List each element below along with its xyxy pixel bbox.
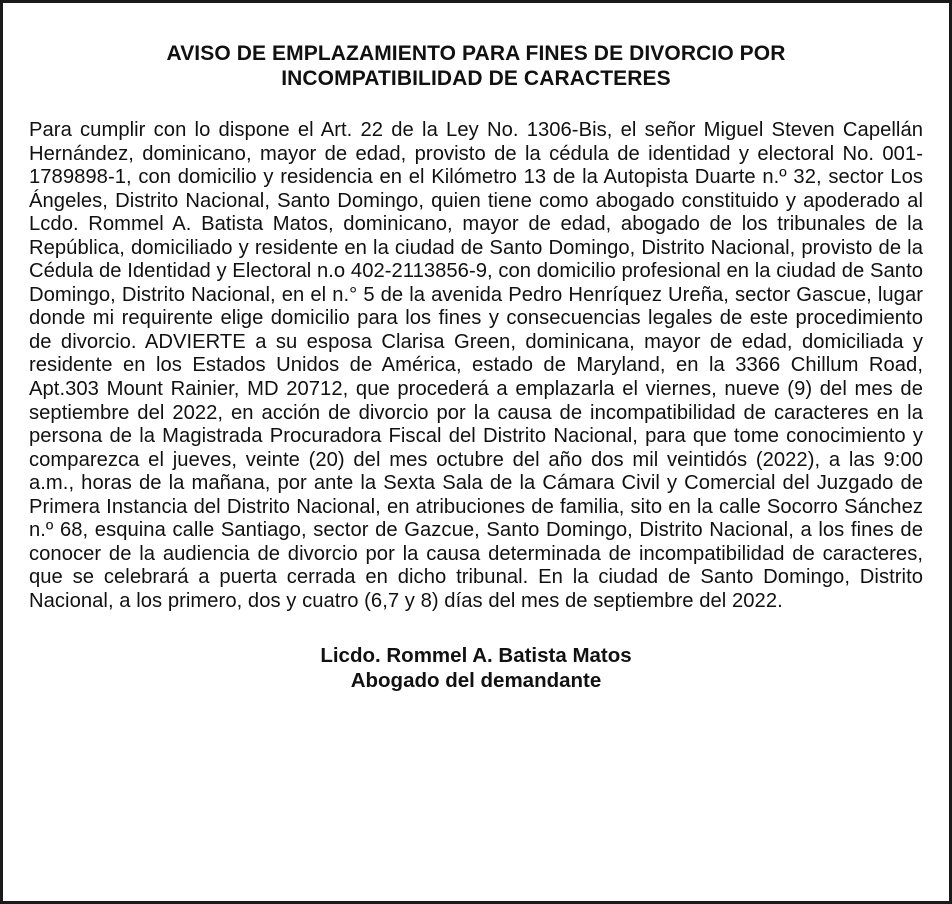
notice-body: Para cumplir con lo dispone el Art. 22 de la Ley No. 1306-Bis, el señor Miguel Steven Capellán Hernández, dominicano, mayor de edad, provisto de la cédula de identidad y electoral No. 001-1789898-1, con domicilio y residencia en el Kilómetro 13 de la Autopista Duarte n.º 32, sector Los Ángeles, Distrito Nacional, Santo Domingo, quien tiene como abogado constituido y apoderado al Lcdo. Rommel A. Batista Matos, dominicano, mayor de edad, abogado de los tribunales de la República, domiciliado y residente en la ciudad de Santo Domingo, Distrito Nacional, provisto de la Cédula de Identidad y Electoral n.o 402-2113856-9, con domicilio profesional en la ciudad de Santo Domingo, Distrito Nacional, en el n.° 5 de la avenida Pedro Henríquez Ureña, sector Gascue, lugar donde mi requirente elige domicilio para los fines y consecuencias legales de este procedimiento de divorcio. ADVIERTE a su esposa Clarisa Green, dominicana, mayor de edad, domiciliada y residente en los Estados Unidos de América, estado de Maryland, en la 3366 Chillum Road, Apt.303 Mount Rainier, MD 20712, que procederá a emplazarla el viernes, nueve (9) del mes de septiembre del 2022, en acción de divorcio por la causa de incompatibilidad de caracteres en la persona de la Magistrada Procuradora Fiscal del Distrito Nacional, para que tome conocimiento y comparezca el jueves, veinte (20) del mes octubre del año dos mil veintidós (2022), a las 9:00 a.m., horas de la mañana, por ante la Sexta Sala de la Cámara Civil y Comercial del Juzgado de Primera Instancia del Distrito Nacional, en atribuciones de familia, sito en la calle Socorro Sánchez n.º 68, esquina calle Santiago, sector de Gazcue, Santo Domingo, Distrito Nacional, a los fines de conocer de la audiencia de divorcio por la causa determinada de incompatibilidad de caracteres, que se celebrará a puerta cerrada en dicho tribunal. En la ciudad de Santo Domingo, Distrito Nacional, a los primero, dos y cuatro (6,7 y 8) días del mes de septiembre del 2022.	[29, 119, 923, 612]
signature-role: Abogado del demandante	[350, 669, 602, 693]
notice-title-line-1: AVISO DE EMPLAZAMIENTO PARA FINES DE DIVORCIO POR	[166, 42, 786, 65]
signature-block	[29, 643, 923, 693]
signature-name: Licdo. Rommel A. Batista Matos	[320, 644, 632, 668]
notice-title	[29, 41, 923, 91]
notice-title-line-2: INCOMPATIBILIDAD DE CARACTERES	[281, 67, 671, 90]
